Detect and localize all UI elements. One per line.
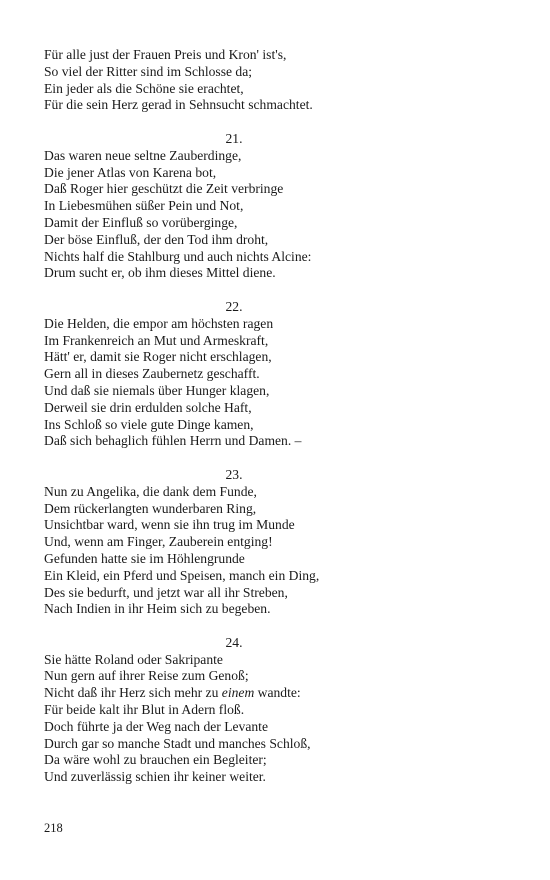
verse-line: Durch gar so manche Stadt und manches Schloß, [44, 735, 311, 751]
verse-line: So viel der Ritter sind im Schlosse da; [44, 63, 253, 79]
verse-line: Und daß sie niemals über Hunger klagen, [44, 382, 270, 398]
verse-line: Ein jeder als die Schöne sie erachtet, [44, 80, 244, 96]
verse-line: Ein Kleid, ein Pferd und Speisen, manch ein Ding, [44, 567, 320, 583]
stanza [44, 47, 464, 114]
stanza [44, 467, 464, 618]
stanza-gap [44, 282, 464, 299]
verse-line: Das waren neue seltne Zauberdinge, [44, 147, 242, 163]
verse-line: Gefunden hatte sie im Höhlengrunde [44, 550, 245, 566]
verse-line: Ins Schloß so viele gute Dinge kamen, [44, 416, 254, 432]
verse-line: Der böse Einfluß, der den Tod ihm droht, [44, 231, 269, 247]
stanza-number: 24. [225, 634, 243, 650]
poem-text [44, 47, 464, 786]
stanza [44, 131, 464, 282]
verse-line: Nichts half die Stahlburg und auch nichts Alcine: [44, 248, 312, 264]
verse-line: Unsichtbar ward, wenn sie ihn trug im Munde [44, 517, 295, 533]
verse-line: Da wäre wohl zu brauchen ein Begleiter; [44, 752, 267, 768]
stanza-gap [44, 450, 464, 467]
verse-line: Sie hätte Roland oder Sakripante [44, 651, 223, 667]
verse-line: Und, wenn am Finger, Zauberein entging! [44, 534, 273, 550]
verse-line: Nicht daß ihr Herz sich mehr zu einem wandte: [44, 685, 301, 701]
verse-line: Des sie bedurft, und jetzt war all ihr Streben, [44, 584, 288, 600]
stanza-number: 22. [225, 298, 243, 314]
verse-line: Hätt' er, damit sie Roger nicht erschlagen, [44, 349, 272, 365]
verse-line: Doch führte ja der Weg nach der Levante [44, 718, 268, 734]
stanza [44, 299, 464, 450]
verse-line: Damit der Einfluß so vorüberginge, [44, 214, 238, 230]
verse-line: Und zuverlässig schien ihr keiner weiter. [44, 769, 266, 785]
verse-line: Nun zu Angelika, die dank dem Funde, [44, 483, 257, 499]
page-number: 218 [44, 821, 63, 835]
verse-line: Für alle just der Frauen Preis und Kron' ist's, [44, 47, 287, 62]
verse-line: Dem rückerlangten wunderbaren Ring, [44, 500, 257, 516]
verse-line: Für die sein Herz gerad in Sehnsucht schmachtet. [44, 97, 313, 113]
verse-line: In Liebesmühen süßer Pein und Not, [44, 198, 244, 214]
verse-line: Nun gern auf ihrer Reise zum Genoß; [44, 668, 249, 684]
verse-line: Gern all in dieses Zaubernetz geschafft. [44, 366, 260, 382]
stanza-number: 21. [225, 130, 243, 146]
verse-line: Derweil sie drin erdulden solche Haft, [44, 399, 252, 415]
stanza-gap [44, 618, 464, 635]
stanza [44, 635, 464, 786]
verse-line: Für beide kalt ihr Blut in Adern floß. [44, 702, 245, 718]
verse-line: Drum sucht er, ob ihm dieses Mittel diene. [44, 265, 276, 281]
verse-line: Nach Indien in ihr Heim sich zu begeben. [44, 601, 271, 617]
verse-line: Im Frankenreich an Mut und Armeskraft, [44, 332, 269, 348]
verse-line: Die jener Atlas von Karena bot, [44, 164, 217, 180]
verse-line: Daß sich behaglich fühlen Herrn und Damen. – [44, 433, 302, 449]
stanza-gap [44, 114, 464, 131]
emphasis: einem [221, 685, 255, 701]
stanza-number: 23. [225, 466, 243, 482]
verse-line: Daß Roger hier geschützt die Zeit verbringe [44, 181, 284, 197]
verse-line: Die Helden, die empor am höchsten ragen [44, 315, 274, 331]
